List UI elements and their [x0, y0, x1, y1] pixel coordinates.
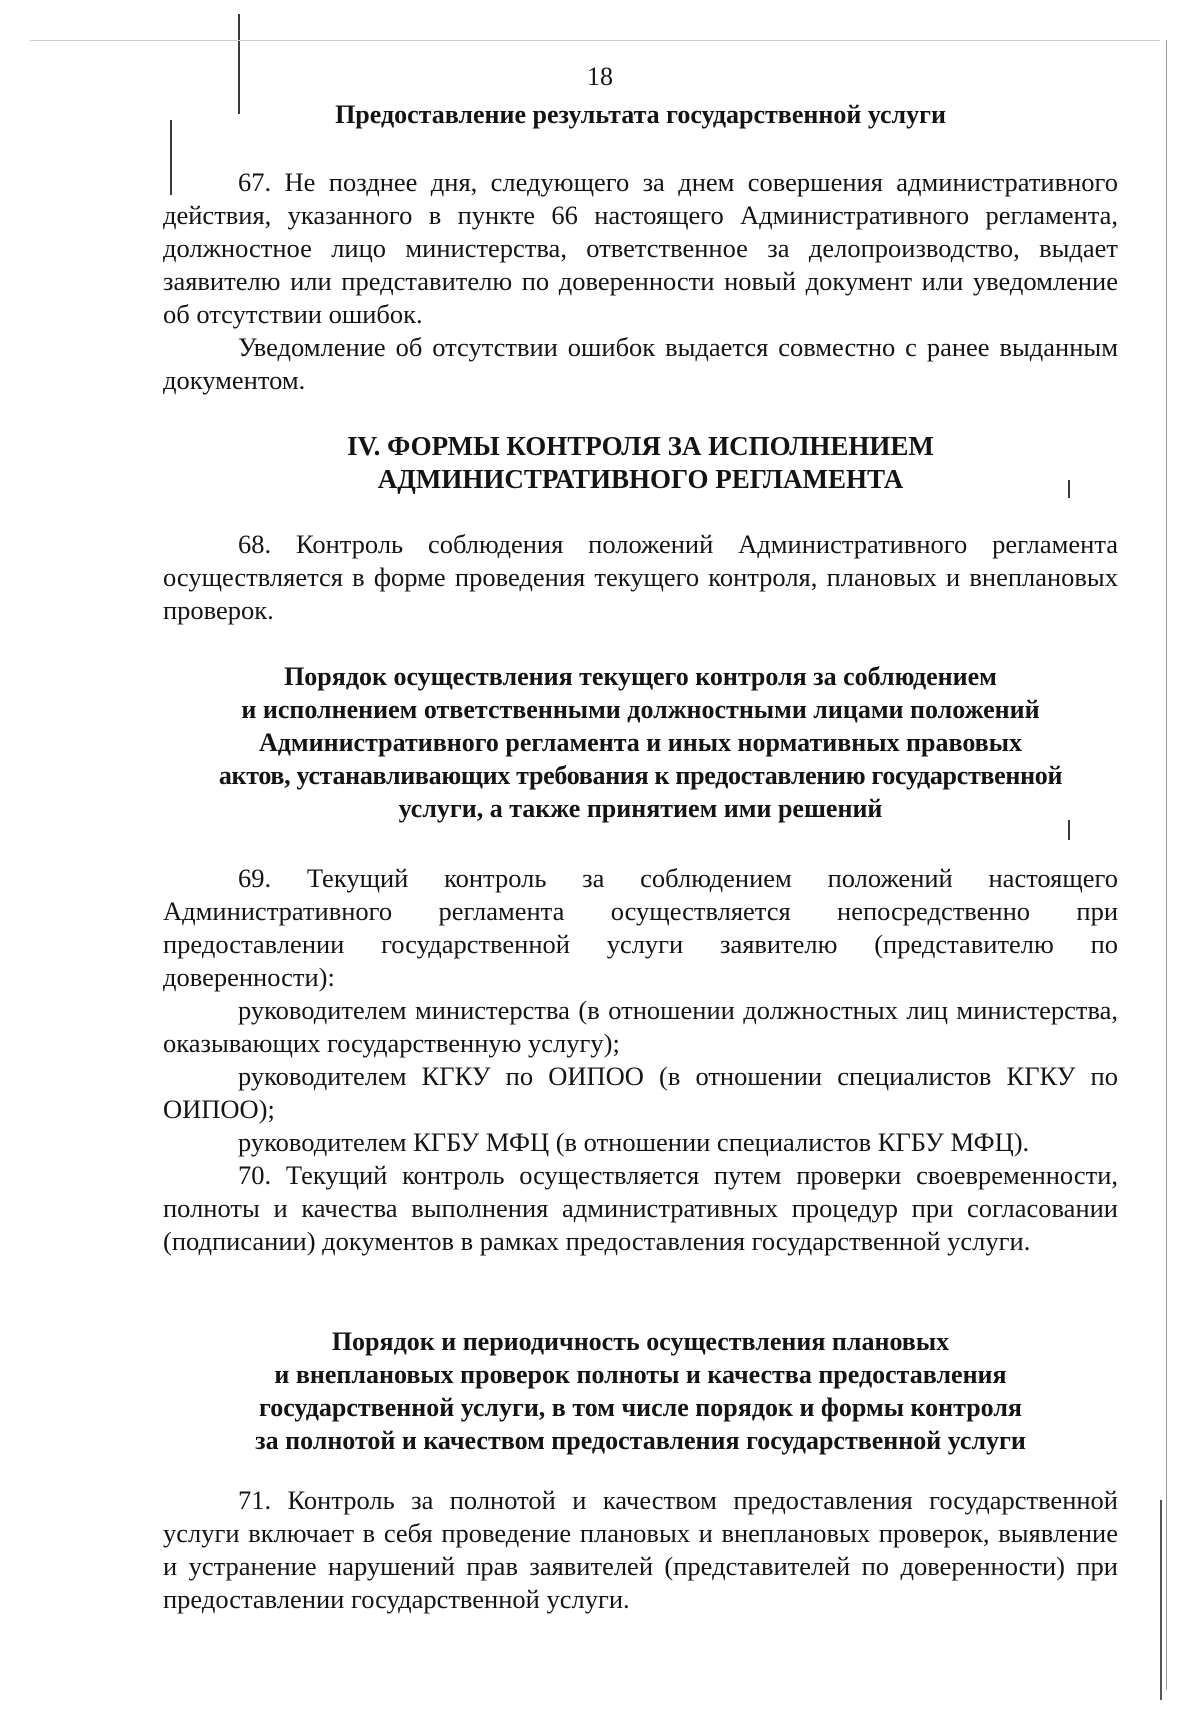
scan-border-right: [1166, 40, 1167, 1690]
list-item-1: руководителем министерства (в отношении должностных лиц министерства, оказывающих государственную услугу);: [163, 995, 1118, 1058]
section2-heading-line-2: и исполнением ответственными должностными лицами положений: [241, 695, 1040, 724]
chapter-heading-line-2: АДМИНИСТРАТИВНОГО РЕГЛАМЕНТА: [377, 464, 904, 494]
chapter-iv-heading: [163, 430, 1118, 496]
section2-heading-line-5: услуги, а также принятием ими решений: [398, 794, 883, 823]
paragraph-69: 69. Текущий контроль за соблюдением положений настоящего Административного регламента осуществляется непосредственно при предоставлении государственной услуги заявителю (представителю по доверенности):: [163, 863, 1118, 992]
section-heading-result: Предоставление результата государственной услуги: [335, 100, 946, 129]
section-current-control-heading: [163, 660, 1118, 825]
paragraph-70: 70. Текущий контроль осуществляется путем проверки своевременности, полноты и качества выполнения административных процедур при согласовании (подписании) документов в рамках предоставления государственной услуги.: [163, 1160, 1118, 1256]
list-item-2: руководителем КГКУ по ОИПОО (в отношении специалистов КГКУ по ОИПОО);: [163, 1061, 1118, 1124]
section-result-body: [163, 166, 1118, 397]
paragraph-68: 68. Контроль соблюдения положений Административного регламента осуществляется в форме проведения текущего контроля, плановых и внеплановых проверок.: [163, 529, 1118, 625]
list-item-3: руководителем КГБУ МФЦ (в отношении специалистов КГБУ МФЦ).: [238, 1127, 1030, 1157]
section-current-control-body: [163, 862, 1118, 1258]
chapter-iv-body: [163, 528, 1118, 627]
section3-heading-line-4: за полнотой и качеством предоставления государственной услуги: [255, 1426, 1026, 1455]
section-inspections-body: [163, 1484, 1118, 1616]
section3-heading-line-1: Порядок и периодичность осуществления плановых: [331, 1327, 950, 1356]
section3-heading-line-2: и внеплановых проверок полноты и качества предоставления: [274, 1360, 1007, 1389]
chapter-heading-line-1: IV. ФОРМЫ КОНТРОЛЯ ЗА ИСПОЛНЕНИЕМ: [347, 431, 934, 461]
section-result-delivery: [163, 98, 1118, 131]
section-inspections-heading: [163, 1325, 1118, 1457]
scan-border-bottom-right: [1160, 1500, 1162, 1700]
paragraph-71: 71. Контроль за полнотой и качеством предоставления государственной услуги включает в себя проведение плановых и внеплановых проверок, выявление и устранение нарушений прав заявителей (представителей по доверенности) при предоставлении государственной услуги.: [163, 1485, 1118, 1614]
paragraph-notice: Уведомление об отсутствии ошибок выдается совместно с ранее выданным документом.: [163, 332, 1118, 395]
scan-border-top: [30, 40, 1160, 41]
section2-heading-line-4: актов, устанавливающих требования к предоставлению государственной: [218, 761, 1063, 790]
section2-heading-line-1: Порядок осуществления текущего контроля за соблюдением: [284, 662, 997, 691]
paragraph-67: 67. Не позднее дня, следующего за днем совершения административного действия, указанного в пункте 66 настоящего Административного регламента, должностное лицо министерства, ответственное за делопроизводство, выдает заявителю или представителю по доверенности новый документ или уведомление об отсутствии ошибок.: [163, 167, 1118, 329]
section2-heading-line-3: Административного регламента и иных нормативных правовых: [258, 728, 1023, 757]
page-number: 18: [587, 62, 613, 91]
section3-heading-line-3: государственной услуги, в том числе порядок и формы контроля: [259, 1393, 1022, 1422]
